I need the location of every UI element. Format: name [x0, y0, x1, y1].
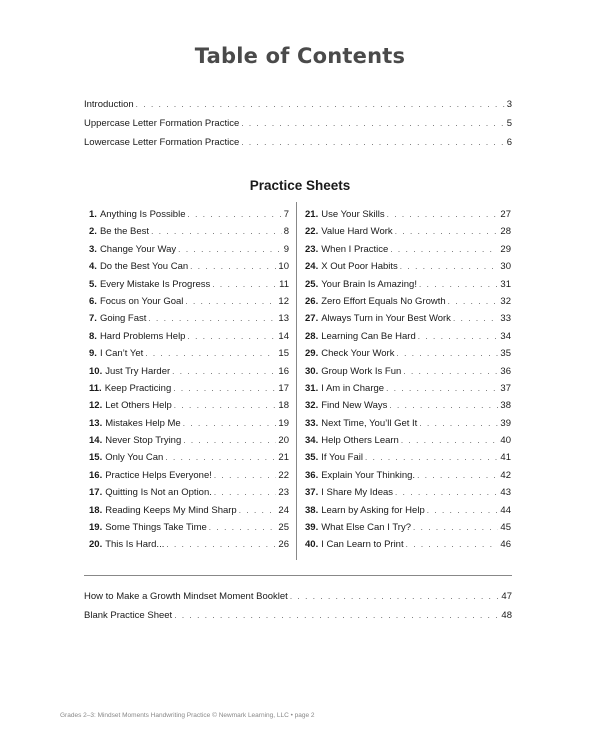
entry-label: Lowercase Letter Formation Practice [84, 137, 240, 148]
entry-page: 35 [500, 348, 511, 360]
entry-number: 5. [89, 278, 97, 290]
entry-title: Learn by Asking for Help [321, 504, 425, 516]
entry-label [305, 206, 385, 223]
entry-page: 40 [500, 435, 511, 447]
entry-title: Use Your Skills [321, 209, 385, 220]
entry-label [89, 536, 164, 553]
entry-number: 11. [89, 382, 102, 394]
entry-label [89, 502, 237, 519]
entry-title: Check Your Work [321, 348, 395, 360]
entry-page: 26 [278, 539, 289, 551]
practice-sheet-entry[interactable] [89, 415, 289, 432]
entry-title: Learning Can Be Hard [321, 330, 416, 342]
entry-number: 7. [89, 313, 97, 325]
entry-page: 28 [500, 226, 511, 238]
practice-sheet-entry[interactable] [89, 293, 289, 310]
entry-label [305, 380, 384, 397]
entry-label [305, 415, 417, 432]
entry-label [89, 363, 170, 380]
entry-title: Next Time, You’ll Get It [321, 417, 418, 429]
entry-page: 41 [500, 452, 511, 464]
entry-label [89, 467, 212, 484]
dot-leader [174, 397, 277, 414]
dot-leader [212, 276, 277, 293]
dot-leader [387, 206, 499, 223]
entry-number: 13. [89, 417, 103, 429]
entry-title: If You Fail [321, 452, 363, 464]
dot-leader [174, 606, 499, 625]
entry-label [89, 276, 210, 293]
entry-label [305, 536, 404, 553]
entry-page: 24 [278, 504, 289, 516]
practice-sheets-heading: Practice Sheets [249, 178, 351, 193]
intro-entries [84, 95, 512, 152]
entry-label [89, 328, 185, 345]
practice-sheet-entry[interactable] [89, 536, 289, 553]
entry-number: 30. [305, 365, 319, 377]
entry-title: I Share My Ideas [321, 487, 394, 499]
entry-page: 47 [501, 591, 512, 602]
practice-sheet-entry[interactable] [305, 519, 511, 536]
practice-sheet-entry[interactable] [305, 293, 511, 310]
page-title: Table of Contents [194, 44, 406, 68]
entry-number: 1. [89, 209, 97, 220]
practice-sheet-entry[interactable] [305, 484, 511, 501]
dot-leader [173, 380, 276, 397]
practice-sheet-entry[interactable] [305, 415, 511, 432]
dot-leader [165, 449, 276, 466]
entry-page: 42 [500, 469, 511, 481]
dot-leader [401, 432, 499, 449]
practice-sheet-entry[interactable] [89, 449, 289, 466]
entry-title: Group Work Is Fun [321, 365, 402, 377]
practice-sheet-entry[interactable] [89, 519, 289, 536]
practice-sheet-entry[interactable] [305, 363, 511, 380]
entry-number: 32. [305, 400, 319, 412]
dot-leader [185, 293, 276, 310]
entry-number: 40. [305, 539, 319, 551]
practice-sheet-entry[interactable] [305, 206, 511, 223]
entry-title: Do the Best You Can [99, 261, 189, 273]
entry-number: 19. [89, 522, 103, 534]
entry-number: 36. [305, 469, 319, 481]
dot-leader [172, 363, 276, 380]
entry-number: 12. [89, 400, 103, 412]
dot-leader [151, 223, 282, 240]
practice-sheet-entry[interactable] [305, 310, 511, 327]
entry-page: 27 [500, 209, 511, 220]
entry-title: Just Try Harder [105, 365, 171, 377]
entry-title: Every Mistake Is Progress [99, 278, 211, 290]
entry-number: 23. [305, 243, 319, 255]
dot-leader [395, 484, 498, 501]
entry-label: How to Make a Growth Mindset Moment Booklet [84, 591, 288, 602]
entry-number: 37. [305, 487, 319, 499]
entry-page: 3 [506, 99, 512, 110]
entry-page: 45 [500, 522, 511, 534]
entry-title: Find New Ways [321, 400, 388, 412]
entry-page: 32 [500, 295, 511, 307]
entry-page: 16 [278, 365, 289, 377]
entry-title: I Can’t Yet [99, 348, 144, 360]
practice-sheet-entry[interactable] [305, 223, 511, 240]
entry-title: X Out Poor Habits [321, 261, 398, 273]
entry-label [305, 484, 393, 501]
entry-page: 6 [506, 137, 512, 148]
entry-page: 39 [500, 417, 511, 429]
dot-leader [136, 95, 505, 114]
entry-title: When I Practice [321, 243, 389, 255]
entry-label [305, 223, 393, 240]
entry-number: 33. [305, 417, 319, 429]
entry-title: Be the Best [99, 226, 150, 238]
dot-leader [413, 519, 498, 536]
entry-title: Never Stop Trying [105, 435, 182, 447]
dot-leader [419, 415, 498, 432]
entry-title: Help Others Learn [321, 435, 399, 447]
entry-page: 20 [278, 435, 289, 447]
entry-page: 18 [278, 400, 289, 412]
dot-leader [290, 587, 500, 606]
practice-sheet-entry[interactable] [89, 241, 289, 258]
entry-label: Uppercase Letter Formation Practice [84, 118, 240, 129]
entry-title: Value Hard Work [321, 226, 393, 238]
entry-number: 38. [305, 504, 319, 516]
entry-page: 38 [500, 400, 511, 412]
entry-number: 14. [89, 435, 103, 447]
entry-label [305, 397, 387, 414]
entry-label [89, 449, 163, 466]
entry-title: What Else Can I Try? [321, 522, 411, 534]
entry-title: Mistakes Help Me [105, 417, 181, 429]
dot-leader [453, 310, 498, 327]
practice-sheet-entry[interactable] [305, 502, 511, 519]
entry-title: Change Your Way [99, 243, 177, 255]
practice-sheet-entry[interactable] [89, 380, 289, 397]
practice-sheets-list [84, 202, 512, 560]
dot-leader [187, 206, 281, 223]
dot-leader [241, 114, 504, 133]
entry-page: 43 [500, 487, 511, 499]
entry-page: 21 [278, 452, 289, 464]
entry-number: 16. [89, 469, 103, 481]
entry-label [89, 380, 171, 397]
practice-sheet-entry[interactable] [305, 536, 511, 553]
dot-leader [183, 432, 276, 449]
entry-title: Zero Effort Equals No Growth [321, 295, 446, 307]
section-divider [84, 575, 512, 576]
entry-page: 14 [278, 330, 289, 342]
entry-label [305, 328, 416, 345]
entry-label [89, 258, 188, 275]
entry-page: 23 [278, 487, 289, 499]
entry-page: 11 [279, 278, 289, 290]
entry-number: 39. [305, 522, 319, 534]
entry-title: Going Fast [99, 313, 147, 325]
dot-leader [395, 223, 499, 240]
entry-number: 17. [89, 487, 103, 499]
dot-leader [214, 467, 277, 484]
entry-page: 22 [278, 469, 289, 481]
practice-sheet-entry[interactable] [305, 467, 511, 484]
entry-page: 25 [278, 522, 289, 534]
dot-leader [209, 519, 277, 536]
practice-sheet-entry[interactable] [305, 432, 511, 449]
entry-page: 46 [500, 539, 511, 551]
practice-sheet-entry[interactable] [89, 276, 289, 293]
dot-leader [403, 363, 498, 380]
entry-page: 5 [506, 118, 512, 129]
entry-title: Your Brain Is Amazing! [321, 278, 417, 290]
entry-label [305, 310, 451, 327]
dot-leader [178, 241, 282, 258]
entry-page: 37 [500, 382, 511, 394]
entry-label [305, 519, 411, 536]
entry-page: 9 [283, 243, 289, 255]
entry-page: 48 [501, 610, 512, 621]
practice-sheet-entry[interactable] [305, 276, 511, 293]
entry-title: I Can Learn to Print [321, 539, 404, 551]
entry-page: 34 [500, 330, 511, 342]
dot-leader [239, 502, 277, 519]
entry-label [89, 345, 143, 362]
practice-sheet-entry[interactable] [305, 241, 511, 258]
entry-number: 3. [89, 243, 97, 255]
entry-title: Practice Helps Everyone! [105, 469, 212, 481]
entry-label [305, 241, 388, 258]
entry-label [305, 345, 394, 362]
entry-page: 17 [278, 382, 289, 394]
toc-entry[interactable] [84, 587, 512, 606]
dot-leader [365, 449, 498, 466]
dot-leader [187, 328, 276, 345]
entry-label [89, 397, 172, 414]
dot-leader [448, 293, 499, 310]
entry-number: 2. [89, 226, 97, 238]
entry-label [305, 467, 415, 484]
practice-sheet-entry[interactable] [89, 363, 289, 380]
entry-number: 29. [305, 348, 319, 360]
entry-label [89, 415, 181, 432]
dot-leader [183, 415, 277, 432]
entry-number: 20. [89, 539, 103, 551]
dot-leader [190, 258, 276, 275]
dot-leader [148, 310, 276, 327]
entry-title: Only You Can [105, 452, 164, 464]
entry-label [305, 293, 446, 310]
entry-page: 12 [278, 295, 289, 307]
entry-label: Introduction [84, 99, 134, 110]
dot-leader [166, 536, 276, 553]
entry-number: 15. [89, 452, 103, 464]
entry-page: 10 [278, 261, 289, 273]
entry-number: 25. [305, 278, 319, 290]
dot-leader [406, 536, 499, 553]
dot-leader [396, 345, 498, 362]
practice-sheet-entry[interactable] [305, 397, 511, 414]
dot-leader [400, 258, 499, 275]
entry-label [305, 363, 401, 380]
practice-sheet-entry[interactable] [89, 502, 289, 519]
dot-leader [390, 241, 498, 258]
practice-sheet-entry[interactable] [89, 206, 289, 223]
entry-number: 10. [89, 365, 103, 377]
entry-number: 21. [305, 209, 319, 220]
dot-leader [386, 380, 498, 397]
dot-leader [417, 467, 498, 484]
entry-page: 19 [278, 417, 289, 429]
entry-title: This Is Hard... [105, 539, 165, 551]
entry-number: 35. [305, 452, 319, 464]
entry-number: 31. [305, 382, 319, 394]
entry-page: 33 [500, 313, 511, 325]
entry-page: 30 [500, 261, 511, 273]
practice-sheet-entry[interactable] [305, 380, 511, 397]
entry-page: 36 [500, 365, 511, 377]
entry-label [89, 293, 183, 310]
dot-leader [419, 276, 498, 293]
dot-leader [241, 133, 504, 152]
entry-number: 4. [89, 261, 97, 273]
entry-label [89, 519, 207, 536]
practice-sheet-entry[interactable] [89, 484, 289, 501]
entry-label: Blank Practice Sheet [84, 610, 173, 621]
entry-label [305, 449, 363, 466]
entry-page: 31 [500, 278, 511, 290]
entry-title: I Am in Charge [321, 382, 385, 394]
entry-page: 8 [283, 226, 289, 238]
practice-sheet-entry[interactable] [305, 345, 511, 362]
practice-sheet-entry[interactable] [89, 328, 289, 345]
toc-entry[interactable] [84, 606, 512, 625]
practice-sheet-entry[interactable] [305, 258, 511, 275]
practice-sheet-entry[interactable] [305, 449, 511, 466]
entry-number: 28. [305, 330, 319, 342]
page-footer: Grades 2–3: Mindset Moments Handwriting Practice © Newmark Learning, LLC • page 2 [60, 712, 315, 719]
entry-label [89, 484, 212, 501]
entry-number: 8. [89, 330, 97, 342]
entry-page: 13 [278, 313, 289, 325]
entry-label [89, 223, 149, 240]
entry-label [305, 502, 425, 519]
practice-sheet-entry[interactable] [89, 310, 289, 327]
dot-leader [418, 328, 499, 345]
entry-title: Let Others Help [105, 400, 172, 412]
entry-label [89, 206, 185, 223]
entry-title: Explain Your Thinking. [321, 469, 416, 481]
dot-leader [389, 397, 498, 414]
entry-label [89, 310, 146, 327]
practice-sheet-entry[interactable] [89, 397, 289, 414]
toc-entry[interactable] [84, 114, 512, 133]
practice-sheet-entry[interactable] [89, 467, 289, 484]
entry-label [89, 241, 176, 258]
entry-number: 6. [89, 295, 97, 307]
practice-sheet-entry[interactable] [89, 432, 289, 449]
entry-number: 27. [305, 313, 319, 325]
entry-title: Anything Is Possible [99, 209, 186, 220]
entry-number: 34. [305, 435, 319, 447]
dot-leader [214, 484, 277, 501]
practice-sheet-entry[interactable] [89, 223, 289, 240]
entry-label [89, 432, 181, 449]
entry-title: Focus on Your Goal [99, 295, 184, 307]
entry-number: 26. [305, 295, 319, 307]
entry-title: Quitting Is Not an Option. [105, 487, 212, 499]
entry-label [305, 432, 399, 449]
entry-page: 7 [283, 209, 289, 220]
practice-column-left [89, 206, 289, 554]
toc-entry[interactable] [84, 95, 512, 114]
entry-page: 44 [500, 504, 511, 516]
entry-title: Reading Keeps My Mind Sharp [105, 504, 237, 516]
entry-page: 29 [500, 243, 511, 255]
entry-number: 22. [305, 226, 319, 238]
entry-title: Keep Practicing [104, 382, 172, 394]
entry-number: 24. [305, 261, 319, 273]
practice-sheet-entry[interactable] [89, 258, 289, 275]
entry-title: Hard Problems Help [99, 330, 186, 342]
toc-entry[interactable] [84, 133, 512, 152]
entry-label [305, 258, 398, 275]
dot-leader [427, 502, 499, 519]
entry-number: 9. [89, 348, 97, 360]
column-divider [296, 202, 297, 560]
dot-leader [145, 345, 276, 362]
entry-number: 18. [89, 504, 103, 516]
practice-sheet-entry[interactable] [89, 345, 289, 362]
entry-page: 15 [278, 348, 289, 360]
extra-entries [84, 587, 512, 625]
practice-sheet-entry[interactable] [305, 328, 511, 345]
entry-title: Some Things Take Time [105, 522, 207, 534]
entry-title: Always Turn in Your Best Work [321, 313, 451, 325]
entry-label [305, 276, 417, 293]
practice-column-right [305, 206, 511, 554]
